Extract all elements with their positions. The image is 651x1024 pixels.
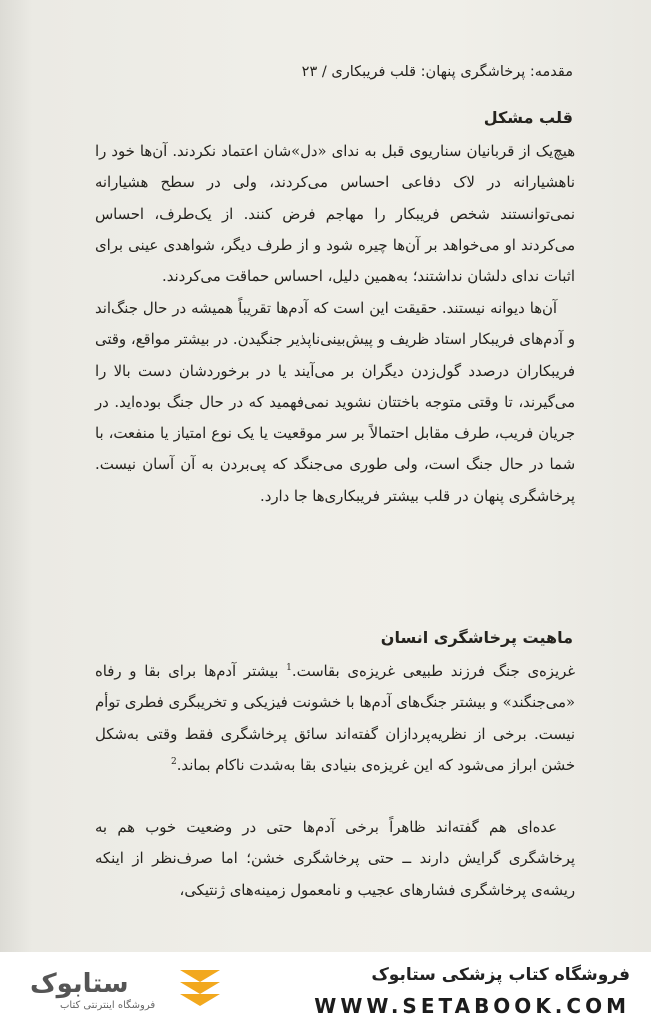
section-heading-human-aggression: ماهیت پرخاشگری انسان: [380, 628, 573, 647]
paragraph-1: هیچ‌یک از قربانیان سناریوی قبل به ندای «دل»شان اعتماد نکردند. آن‌ها خود را ناهشیارانه در لاک دفاعی احساس می‌کردند، ولی در سطح هشیارانه نمی‌توانستند شخص فریبکار را مهاجم فرض کنند. از یک‌طرف، احساس می‌کردند او می‌خواهد بر آن‌ها چیره شود و از طرف دیگر، شواهدی عینی برای اثبات ندای دلشان نداشتند؛ به‌همین دلیل، احساس حماقت می‌کردند.: [95, 143, 575, 286]
paragraph-3-part-b: بیشتر آدم‌ها برای بقا و رفاه «می‌جنگند» و بیشتر جنگ‌های آدم‌ها با خشونت فیزیکی و تخریبگری فطری توأم نیست. برخی از نظریه‌پردازان گفته‌اند سائق پرخاشگری فقط وقتی به‌شکل خشن ابراز می‌شود که این غریزه‌ی بنیادی بقا به‌شدت ناکام بماند.: [95, 663, 575, 774]
paragraph-3: [95, 656, 575, 781]
footnote-marker-1: 1: [286, 663, 292, 674]
shop-url[interactable]: WWW.SETABOOK.COM: [314, 994, 630, 1018]
paragraph-2: آن‌ها دیوانه نیستند. حقیقت این است که آدم‌ها تقریباً همیشه در حال جنگ‌اند و آدم‌های فریبکار استاد ظریف و پیش‌بینی‌ناپذیر جنگیدن. در بیشتر مواقع، وقتی فریبکاران درصدد گول‌زدن دیگران بر می‌آیند یا در برخوردشان دست بالا را می‌گیرند، تا وقتی متوجه باختتان نشوید نمی‌فهمید که در حال جنگ بوده‌اید. در جریان فریب، طرف مقابل احتمالاً بر سر موقعیت یا یک نوع امتیاز یا منفعت، با شما در حال جنگ است، ولی طوری می‌جنگد که پی‌بردن به آن آسان نیست. پرخاشگری پنهان در قلب بیشتر فریبکاری‌ها جا دارد.: [95, 300, 575, 505]
section-heading-heart-of-problem: قلب مشکل: [483, 108, 573, 127]
shop-name: فروشگاه کتاب پزشکی ستابوک: [371, 965, 630, 985]
footnote-marker-2: 2: [170, 756, 177, 767]
setabook-logo: [20, 962, 230, 1014]
paragraph-4: عده‌ای هم گفته‌اند ظاهراً برخی آدم‌ها حتی در وضعیت خوب هم به پرخاشگری گرایش دارند ــ حتی پرخاشگری خشن؛ اما صرف‌نظر از اینکه ریشه‌ی پرخاشگری فشارهای عجیب و نامعمول زمینه‌های ژنتیکی،: [95, 819, 575, 899]
logo-chevron-icon: [180, 970, 220, 1006]
logo-wordmark: ستابوک: [30, 969, 129, 999]
watermark-footer: [0, 952, 651, 1024]
paragraph-3-part-a: غریزه‌ی جنگ فرزند طبیعی غریزه‌ی بقاست.: [291, 663, 575, 680]
logo-tagline: فروشگاه اینترنتی کتاب: [60, 1000, 156, 1011]
running-header: مقدمه: پرخاشگری پنهان: قلب فریبکاری / ۲۳: [301, 64, 573, 80]
